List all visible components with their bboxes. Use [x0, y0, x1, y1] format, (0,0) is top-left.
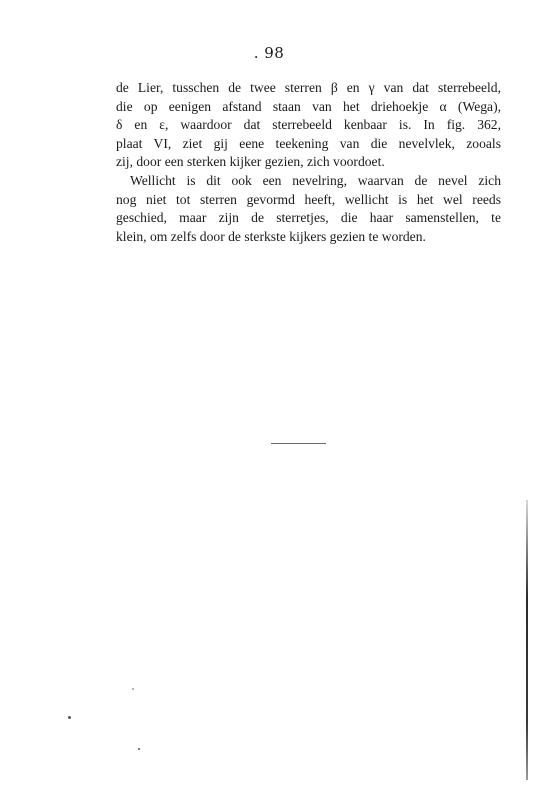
paragraph-1	[116, 79, 501, 172]
scan-speck	[68, 716, 71, 719]
section-divider	[271, 443, 326, 444]
text-line: nog niet tot sterren gevormd heeft, wellicht is het wel reeds	[116, 191, 501, 207]
text-line: die op eenigen afstand staan van het driehoekje α (Wega),	[116, 98, 501, 114]
text-line: zij, door een sterken kijker gezien, zich voordoet.	[116, 154, 385, 170]
text-line: plaat VI, ziet gij eene teekening van die nevelvlek, zooals	[116, 135, 501, 151]
body-text	[116, 79, 501, 246]
scan-speck	[132, 688, 134, 690]
scan-speck	[138, 748, 140, 750]
page-edge-shadow	[526, 500, 528, 780]
text-line: δ en ε, waardoor dat sterrebeeld kenbaar is. In fig. 362,	[116, 117, 501, 133]
page-number: . 98	[253, 44, 285, 62]
paragraph-2	[116, 172, 501, 246]
text-line: Wellicht is dit ook een nevelring, waarvan de nevel zich	[130, 172, 501, 188]
text-line: geschied, maar zijn de sterretjes, die haar samenstellen, te	[116, 210, 501, 226]
text-line: de Lier, tusschen de twee sterren β en γ van dat sterrebeeld,	[116, 80, 501, 95]
text-line: klein, om zelfs door de sterkste kijkers gezien te worden.	[116, 228, 426, 244]
